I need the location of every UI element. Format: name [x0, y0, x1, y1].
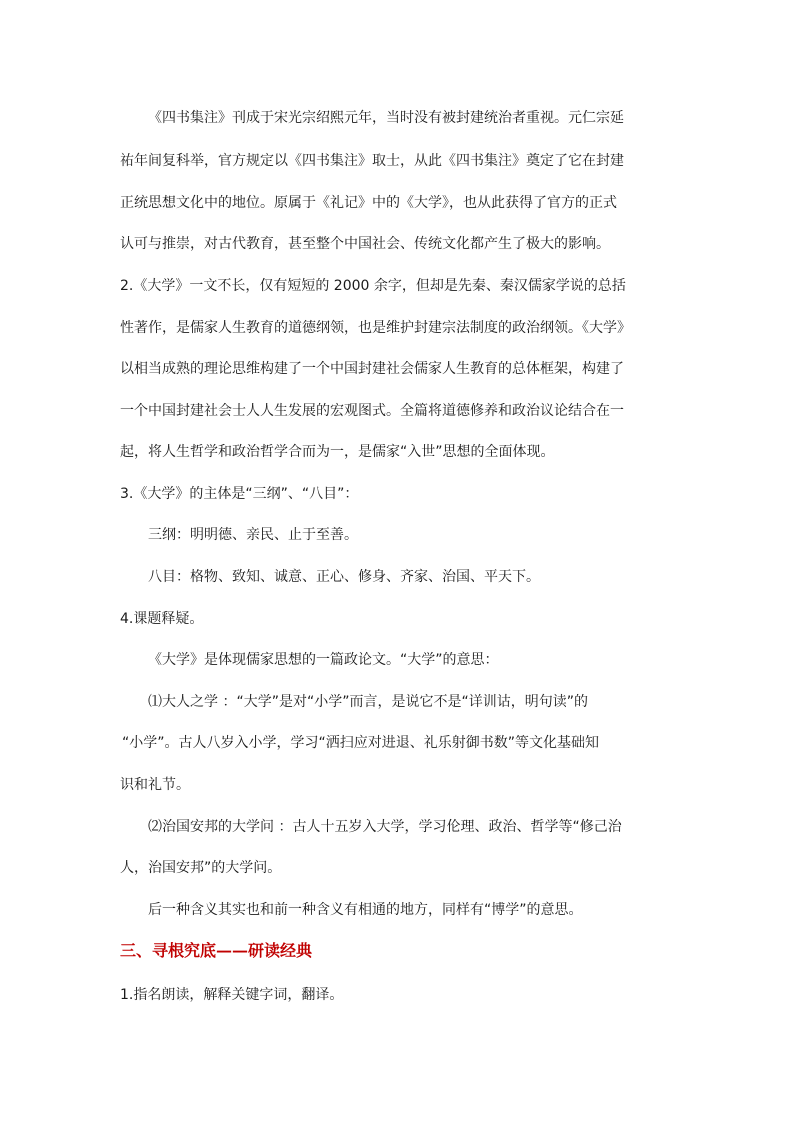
section3-item-1: 1.指名朗读，解释关键字词，翻译。	[120, 987, 344, 1003]
point3-bamu: 八目：格物、致知、诚意、正心、修身、齐家、治国、平天下。	[148, 569, 540, 585]
section-heading: 三、寻根究底——研读经典	[120, 941, 313, 960]
point3-sangang: 三纲：明明德、亲民、止于至善。	[148, 527, 358, 543]
meaning1-line-3: 识和礼节。	[120, 777, 190, 793]
point4-lead: 《大学》是体现儒家思想的一篇政论文。“大学”的意思：	[148, 652, 499, 668]
meaning2-line-1: ⑵治国安邦的大学问 ：古人十五岁入大学，学习伦理、政治、哲学等“修己治	[148, 819, 622, 835]
point4-closing: 后一种含义其实也和前一种含义有相通的地方，同样有“博学”的意思。	[148, 902, 583, 918]
intro-line-1: 《四书集注》刊成于宋光宗绍熙元年，当时没有被封建统治者重视。元仁宗延	[148, 110, 624, 126]
point4-title: 4.课题释疑。	[120, 611, 204, 627]
meaning2-line-2: 人，治国安邦”的大学问。	[120, 860, 282, 876]
point2-line-3: 以相当成熟的理论思维构建了一个中国封建社会儒家人生教育的总体框架，构建了	[120, 361, 624, 377]
point2-line-4: 一个中国封建社会士人人生发展的宏观图式。全篇将道德修养和政治议论结合在一	[120, 403, 624, 419]
meaning1-line-1: ⑴大人之学 ：“大学”是对“小学”而言，是说它不是“详训诂，明句读”的	[148, 694, 588, 710]
point2-line-1: 2.《大学》一文不长，仅有短短的 2000 余字，但却是先秦、秦汉儒家学说的总括	[120, 278, 626, 294]
point2-line-5: 起，将人生哲学和政治哲学合而为一，是儒家“入世”思想的全面体现。	[120, 444, 555, 460]
point2-line-2: 性著作，是儒家人生教育的道德纲领，也是维护封建宗法制度的政治纲领。《大学》	[120, 320, 631, 336]
meaning1-line-2: “小学”。古人八岁入小学，学习“洒扫应对进退、礼乐射御书数”等文化基础知	[122, 735, 600, 751]
intro-line-2: 祐年间复科举，官方规定以《四书集注》取士，从此《四书集注》奠定了它在封建	[120, 153, 624, 169]
intro-line-4: 认可与推崇，对古代教育，甚至整个中国社会、传统文化都产生了极大的影响。	[120, 236, 610, 252]
point3-title: 3.《大学》的主体是“三纲”、“八目”：	[120, 486, 359, 502]
intro-line-3: 正统思想文化中的地位。原属于《礼记》中的《大学》，也从此获得了官方的正式	[120, 195, 617, 211]
